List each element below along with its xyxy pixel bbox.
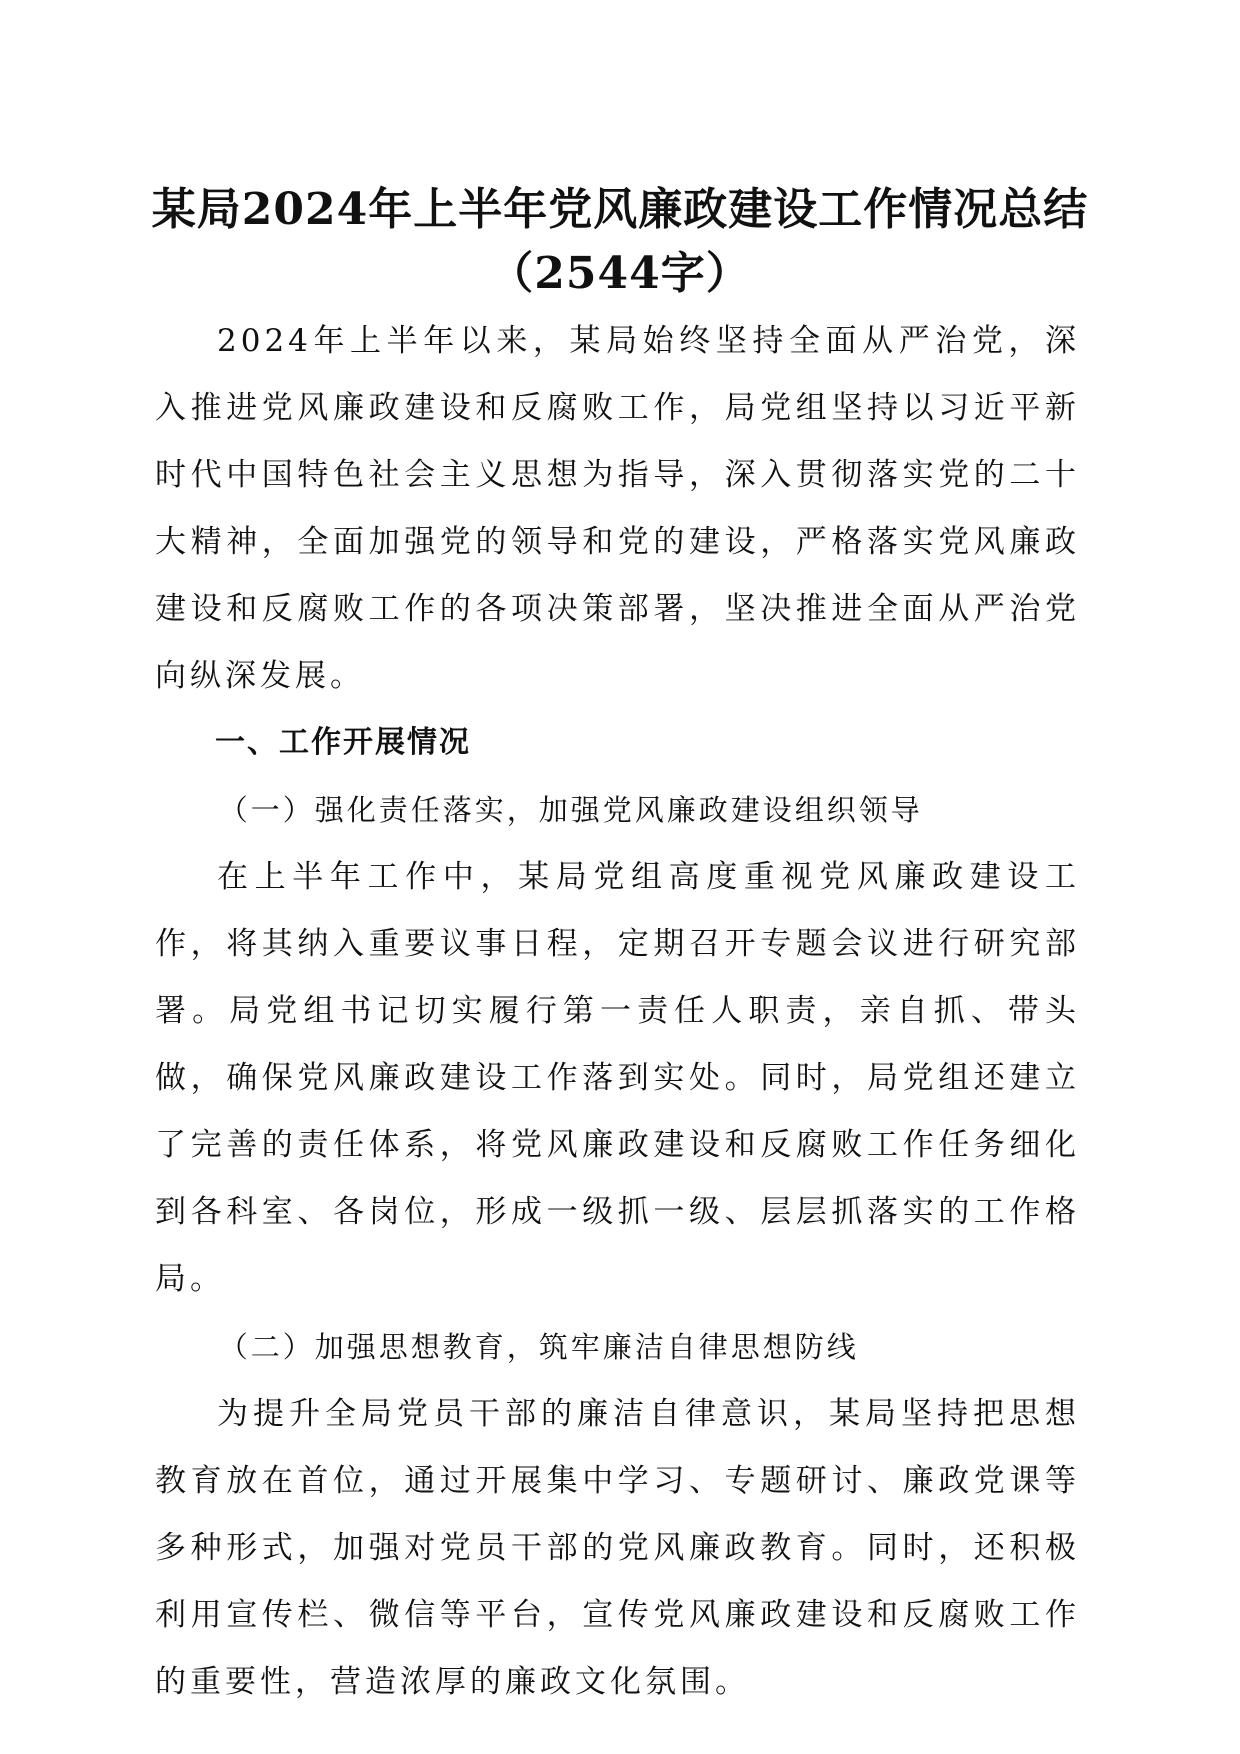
subsection-heading: （一）强化责任落实，加强党风廉政建设组织领导 <box>218 793 923 827</box>
document-body <box>155 308 1080 1716</box>
subsection-heading: （二）加强思想教育，筑牢廉洁自律思想防线 <box>218 1330 859 1364</box>
intro-paragraph: 2024年上半年以来，某局始终坚持全面从严治党，深入推进党风廉政建设和反腐败工作，局党组坚持以习近平新时代中国特色社会主义思想为指导，深入贯彻落实党的二十大精神，全面加强党的领导和党的建设，严格落实党风廉政建设和反腐败工作的各项决策部署，坚决推进全面从严治党向纵深发展。 <box>155 323 1080 694</box>
subsection-paragraph: 为提升全局党员干部的廉洁自律意识，某局坚持把思想教育放在首位，通过开展集中学习、专题研讨、廉政党课等多种形式，加强对党员干部的党风廉政教育。同时，还积极利用宣传栏、微信等平台，宣传党风廉政建设和反腐败工作的重要性，营造浓厚的廉政文化氛围。 <box>155 1396 1080 1700</box>
document-title: 某局2024年上半年党风廉政建设工作情况总结（2544字） <box>151 184 1089 299</box>
section-heading: 一、工作开展情况 <box>215 725 471 760</box>
subsection-paragraph: 在上半年工作中，某局党组高度重视党风廉政建设工作，将其纳入重要议事日程，定期召开专题会议进行研究部署。局党组书记切实履行第一责任人职责，亲自抓、带头做，确保党风廉政建设工作落到实处。同时，局党组还建立了完善的责任体系，将党风廉政建设和反腐败工作任务细化到各科室、各岗位，形成一级抓一级、层层抓落实的工作格局。 <box>155 859 1080 1297</box>
